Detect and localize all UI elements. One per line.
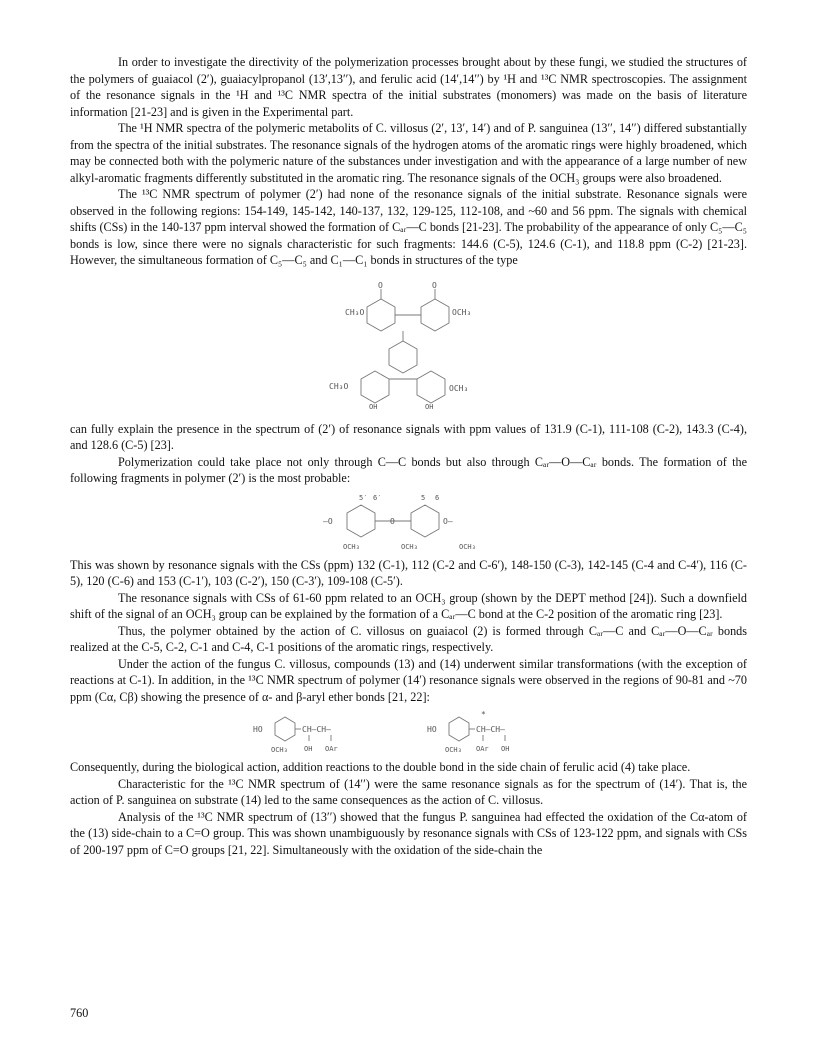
ether-fragment-figure	[309, 491, 509, 551]
figure-label: 6′	[372, 493, 381, 502]
figure-label: OH	[424, 402, 433, 409]
paragraph: Under the action of the fungus C. villosus, compounds (13) and (14) underwent similar transformations (with the exception of reactions at C-1). In addition, in the ¹³C NMR spectrum of polymer (14′) resonance signals were observed in the regions of 90-81 and ~70 ppm (Cα, Cβ) showing the presence of α- and β-aryl ether bonds [21, 22]:	[70, 656, 747, 704]
figure-label: OCH₃	[270, 746, 288, 754]
figure-label: 6	[434, 493, 439, 502]
paragraph: Polymerization could take place not only through C—C bonds but also through Cₐᵣ—O—Cₐᵣ bonds. The formation of the following fragments in polymer (2′) is the most probable:	[70, 454, 747, 485]
paragraph: The ¹³C NMR spectrum of polymer (2′) had none of the resonance signals of the initial substrate. Resonance signals were observed in the following regions: 154-149, 145-142, 140-137, 132, 129-125, 112-108, and ~60 and 56 ppm. The signals with chemical shifts (CSs) in the 140-137 ppm interval showed the formation of Cₐᵣ—C bonds [21-23]. The probability of the appearance of only C₅—C₅ bonds is low, since there were no signals characteristic for such fragments: 144.6 (C-5), 124.6 (C-1), and 118.8 ppm (C-2) [21-23]. However, the simultaneous formation of C₅—C₅ and C₁—C₁ bonds in structures of the type	[70, 187, 747, 267]
paragraph: In order to investigate the directivity of the polymerization processes brought about by these fungi, we studied the structures of the polymers of guaiacol (2′), guaiacylpropanol (13′,13′′), and ferulic acid (14′,14′′) by ¹H and ¹³C NMR spectroscopies. The assignment of the resonance signals in the ¹H and ¹³C NMR spectra of the initial substrates (monomers) was made on the basis of literature information [21-23] and is given in the Experimental part.	[70, 55, 747, 119]
figure-label: 5	[420, 493, 425, 502]
figure-label: OAr	[475, 745, 489, 753]
figure-label: OH	[303, 745, 312, 753]
paragraph: The resonance signals with CSs of 61-60 ppm related to an OCH₃ group (shown by the DEPT method [24]). Such a downfield shift of the signal of an OCH₃ group can be explained by the formation of a Cₐᵣ—C bond at the C-2 position of the aromatic ring [23].	[70, 590, 747, 621]
aryl-ether-figures	[70, 709, 747, 755]
figure-label: CH–CH–	[475, 725, 505, 734]
figure-label: OAr	[324, 745, 338, 753]
figure-label: CH₃O	[328, 381, 348, 391]
figure-label: O–	[442, 516, 453, 526]
paragraph: Thus, the polymer obtained by the action of C. villosus on guaiacol (2) is formed through Cₐᵣ—C and Cₐᵣ—O—Cₐᵣ bonds realized at the C-5, C-2, C-1 and C-4, C-1 positions of the aromatic rings, respectively.	[70, 623, 747, 654]
figure-label: OCH₃	[458, 542, 476, 551]
figure-label: OH	[368, 402, 377, 409]
paragraph: This was shown by resonance signals with the CSs (ppm) 132 (C-1), 112 (C-2 and C-6′), 148-150 (C-3), 142-145 (C-4 and C-4′), 116 (C-5), 120 (C-6) and 153 (C-1′), 103 (C-2′), 150 (C-3′), 109-108 (C-5′).	[70, 557, 747, 588]
figure-label: O	[377, 280, 383, 290]
figure-label: CH–CH–	[301, 725, 331, 734]
figure-label: *	[480, 710, 486, 719]
figure-label: O	[431, 280, 437, 290]
figure-label: HO	[252, 725, 263, 734]
paragraph: Consequently, during the biological action, addition reactions to the double bond in the side chain of ferulic acid (4) take place.	[70, 760, 691, 774]
figure-label: O	[389, 516, 395, 526]
figure-label: OCH₃	[342, 542, 360, 551]
figure-label: OCH₃	[400, 542, 418, 551]
figure-label: OH	[500, 745, 509, 753]
figure-label: HO	[426, 725, 437, 734]
page-number: 760	[70, 1006, 89, 1020]
paragraph: can fully explain the presence in the spectrum of (2′) of resonance signals with ppm values of 131.9 (C-1), 111-108 (C-2), 143.3 (C-4), and 128.6 (C-5) [23].	[70, 421, 747, 452]
figure-label: –O	[322, 516, 333, 526]
figure-label: 5′	[358, 493, 367, 502]
dimer-structure-figure	[309, 279, 509, 409]
document-body	[70, 54, 747, 858]
paragraph: The ¹H NMR spectra of the polymeric metabolits of C. villosus (2′, 13′, 14′) and of P. sanguinea (13′′, 14′′) differed substantially from the spectra of the initial substrates. The resonance signals of the hydrogen atoms of the aromatic rings were highly broadened, which may be connected both with the polymeric nature of the substances under investigation and with the appearance of a large number of new alkyl-aromatic fragments differently substituted in the aromatic ring. The resonance signals of the OCH₃ groups were also broadened.	[70, 121, 747, 185]
figure-label: OCH₃	[451, 307, 471, 317]
beta-aryl-ether-structure	[421, 709, 571, 755]
alpha-aryl-ether-structure	[247, 709, 397, 755]
figure-label: CH₃O	[344, 307, 364, 317]
figure-label: OCH₃	[444, 746, 462, 754]
figure-label: OCH₃	[448, 383, 468, 393]
paragraph: Characteristic for the ¹³C NMR spectrum of (14′′) were the same resonance signals as for the spectrum of (14′). That is, the action of P. sanguinea on substrate (14) led to the same consequences as the action of C. villosus.	[70, 776, 747, 807]
paragraph: Analysis of the ¹³C NMR spectrum of (13′′) showed that the fungus P. sanguinea had effected the oxidation of the Cα-atom of the (13) side-chain to a C=O group. This was shown unambiguously by resonance signals with CSs of 123-122 ppm, and signals with CSs of 200-197 ppm of C=O groups [21, 22]. Simultaneously with the oxidation of the side-chain the	[70, 809, 747, 857]
